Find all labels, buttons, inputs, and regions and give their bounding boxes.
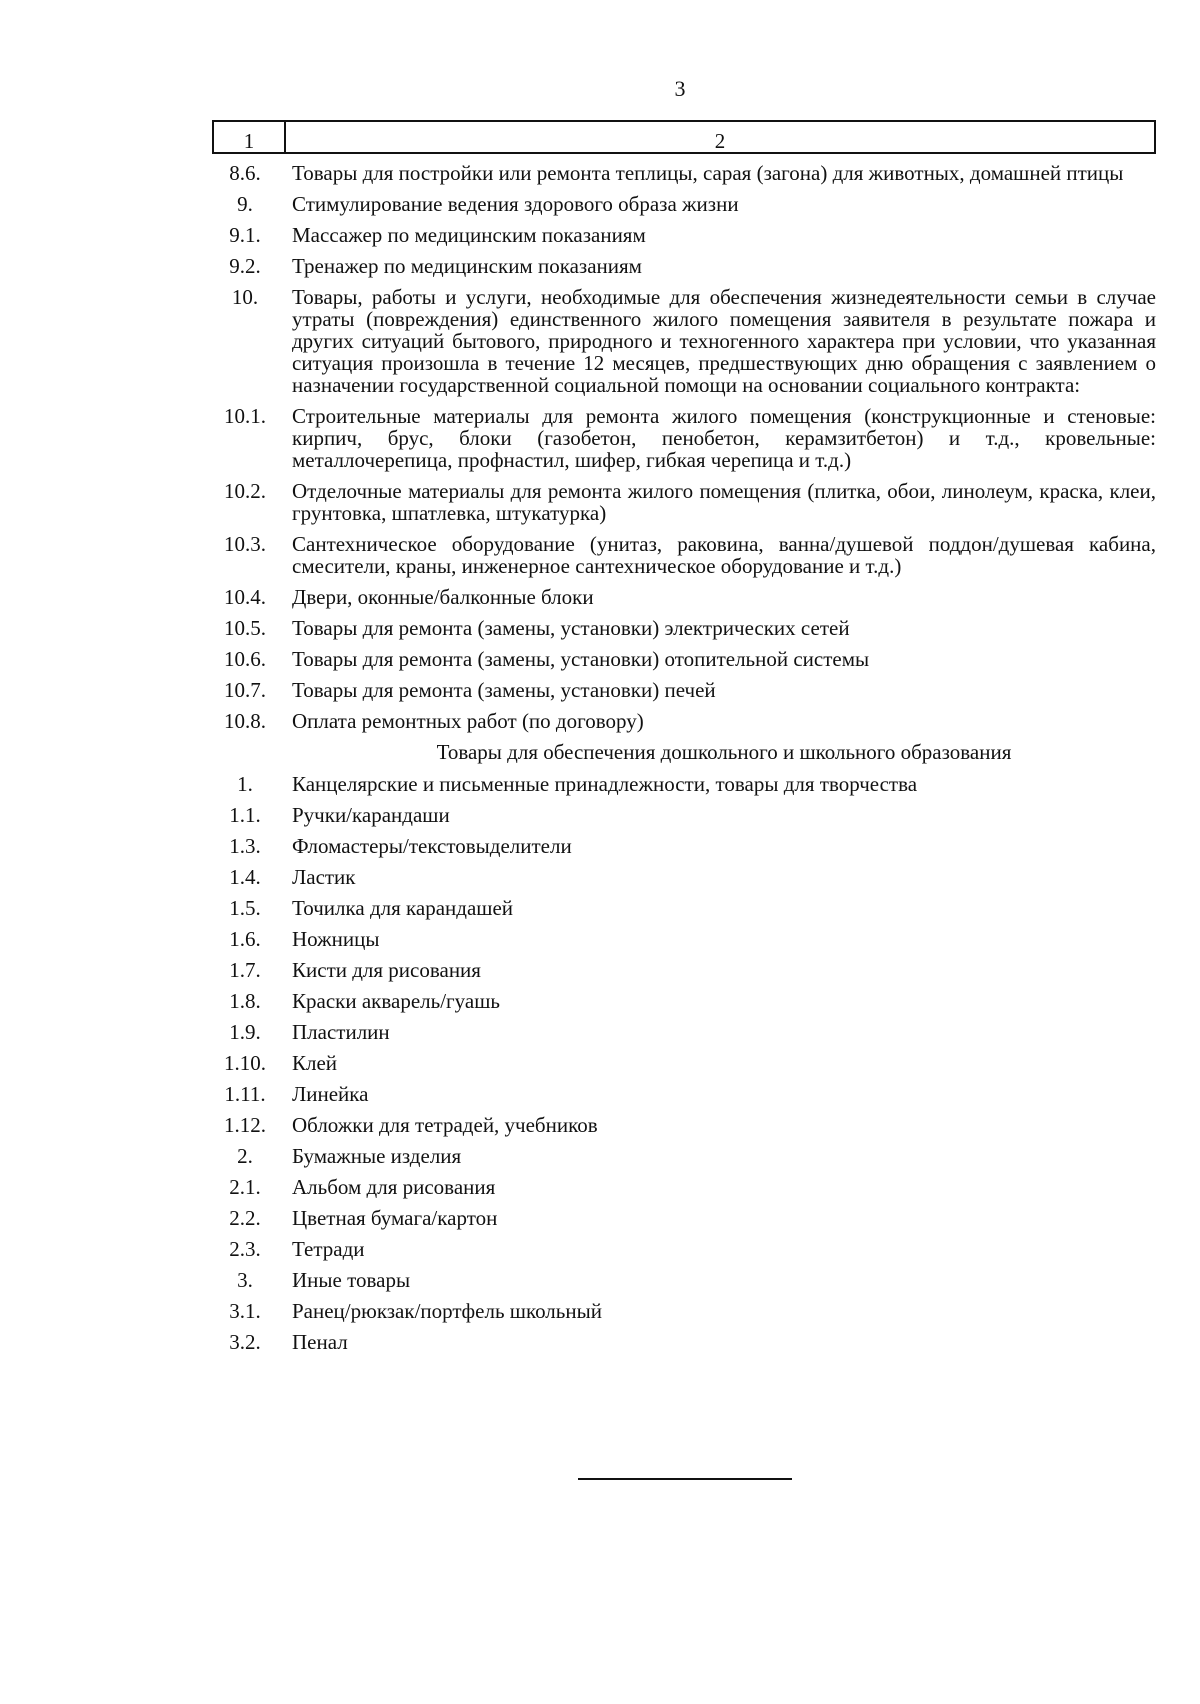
item-text: Кисти для рисования [292,958,481,982]
list-item [212,405,1156,471]
item-number: 10.6. [224,647,266,671]
list-item [212,1114,1156,1136]
item-number: 9.1. [229,223,261,247]
list-item [212,1021,1156,1043]
list-item [212,286,1156,396]
item-number: 1.1. [229,803,261,827]
item-number: 1.7. [229,958,261,982]
item-text: Пенал [292,1330,348,1354]
item-text: Пластилин [292,1020,390,1044]
end-divider [578,1478,792,1480]
item-number: 1.4. [229,865,261,889]
item-number: 3.2. [229,1330,261,1354]
list-item [212,1052,1156,1074]
item-text: Ручки/карандаши [292,803,450,827]
item-text: Ластик [292,865,356,889]
page-number: 3 [674,76,686,101]
item-text: Тренажер по медицинским показаниям [292,254,642,278]
item-number: 1. [237,772,253,796]
list-part-2 [212,773,1156,1353]
list-item [212,480,1156,524]
item-number: 3.1. [229,1299,261,1323]
list-item [212,773,1156,795]
list-item [212,866,1156,888]
item-number: 10.5. [224,616,266,640]
item-text: Цветная бумага/картон [292,1206,498,1230]
item-number: 9.2. [229,254,261,278]
item-number: 10.4. [224,585,266,609]
item-number: 2.2. [229,1206,261,1230]
item-text: Иные товары [292,1268,411,1292]
item-text: Сантехническое оборудование (унитаз, раковина, ванна/душевой поддон/душевая кабина, смесители, краны, инженерное сантехническое оборудование и т.д.) [292,532,1156,578]
item-number: 3. [237,1268,253,1292]
item-number: 2.3. [229,1237,261,1261]
list-item [212,1269,1156,1291]
list-item [212,835,1156,857]
list-item [212,1176,1156,1198]
list-item [212,1300,1156,1322]
list-item [212,255,1156,277]
item-text: Фломастеры/текстовыделители [292,834,572,858]
item-text: Товары для ремонта (замены, установки) отопительной системы [292,647,870,671]
item-text: Товары, работы и услуги, необходимые для обеспечения жизнедеятельности семьи в случае утраты (повреждения) единственного жилого помещения заявителя в результате пожара и других ситуаций бытового, природного и техногенного характера при условии, что указанная ситуация произошла в течение 12 месяцев, предшествующих дню обращения с заявлением о назначении государственной социальной помощи на основании социального контракта: [292,285,1156,397]
item-text: Двери, оконные/балконные блоки [292,585,594,609]
list-item [212,1145,1156,1167]
item-text: Точилка для карандашей [292,896,514,920]
item-number: 10.7. [224,678,266,702]
list-item [212,224,1156,246]
item-number: 1.11. [224,1082,266,1106]
section-title: Товары для обеспечения дошкольного и школьного образования [436,740,1012,764]
item-number: 10.8. [224,709,266,733]
item-number: 1.9. [229,1020,261,1044]
item-text: Строительные материалы для ремонта жилого помещения (конструкционные и стеновые: кирпич, брус, блоки (газобетон, пенобетон, керамзитбетон) и т.д., кровельные: металлочерепица, профнастил, шифер, гибкая черепица и т.д.) [292,404,1156,472]
header-column-2: 2 [714,129,726,153]
list-item [212,193,1156,215]
item-text: Стимулирование ведения здорового образа жизни [292,192,739,216]
item-text: Массажер по медицинским показаниям [292,223,646,247]
item-text: Ножницы [292,927,380,951]
list-item [212,1331,1156,1353]
item-number: 2.1. [229,1175,261,1199]
item-text: Бумажные изделия [292,1144,462,1168]
item-number: 10.2. [224,479,266,503]
item-number: 1.8. [229,989,261,1013]
item-number: 1.6. [229,927,261,951]
item-number: 10.3. [224,532,266,556]
list-item [212,804,1156,826]
list-item [212,1083,1156,1105]
item-number: 8.6. [229,161,261,185]
list-item [212,710,1156,732]
item-number: 2. [237,1144,253,1168]
item-text: Тетради [292,1237,365,1261]
list-item [212,897,1156,919]
item-text: Краски акварель/гуашь [292,989,500,1013]
list-item [212,617,1156,639]
item-text: Обложки для тетрадей, учебников [292,1113,598,1137]
list-item [212,586,1156,608]
item-text: Товары для постройки или ремонта теплицы, сарая (загона) для животных, домашней птицы [292,161,1124,185]
item-text: Альбом для рисования [292,1175,496,1199]
list-item [212,162,1156,184]
item-number: 1.10. [224,1051,266,1075]
item-text: Линейка [292,1082,369,1106]
table-header [212,120,1156,154]
list-part-1 [212,162,1156,732]
item-text: Ранец/рюкзак/портфель школьный [292,1299,602,1323]
item-number: 9. [237,192,253,216]
list-item [212,1207,1156,1229]
list-item [212,648,1156,670]
item-number: 1.5. [229,896,261,920]
list-item [212,928,1156,950]
item-text: Оплата ремонтных работ (по договору) [292,709,644,733]
document-list [212,162,1156,1362]
item-number: 10. [231,285,259,309]
item-number: 1.12. [224,1113,266,1137]
list-item [212,959,1156,981]
header-column-1: 1 [214,122,286,152]
list-item [212,533,1156,577]
item-number: 1.3. [229,834,261,858]
item-text: Товары для ремонта (замены, установки) печей [292,678,716,702]
item-text: Товары для ремонта (замены, установки) электрических сетей [292,616,850,640]
item-text: Отделочные материалы для ремонта жилого помещения (плитка, обои, линолеум, краска, клеи, грунтовка, шпатлевка, штукатурка) [292,479,1156,525]
item-number: 10.1. [224,404,266,428]
list-item [212,1238,1156,1260]
list-item [212,679,1156,701]
list-item [212,990,1156,1012]
item-text: Клей [292,1051,338,1075]
item-text: Канцелярские и письменные принадлежности, товары для творчества [292,772,918,796]
